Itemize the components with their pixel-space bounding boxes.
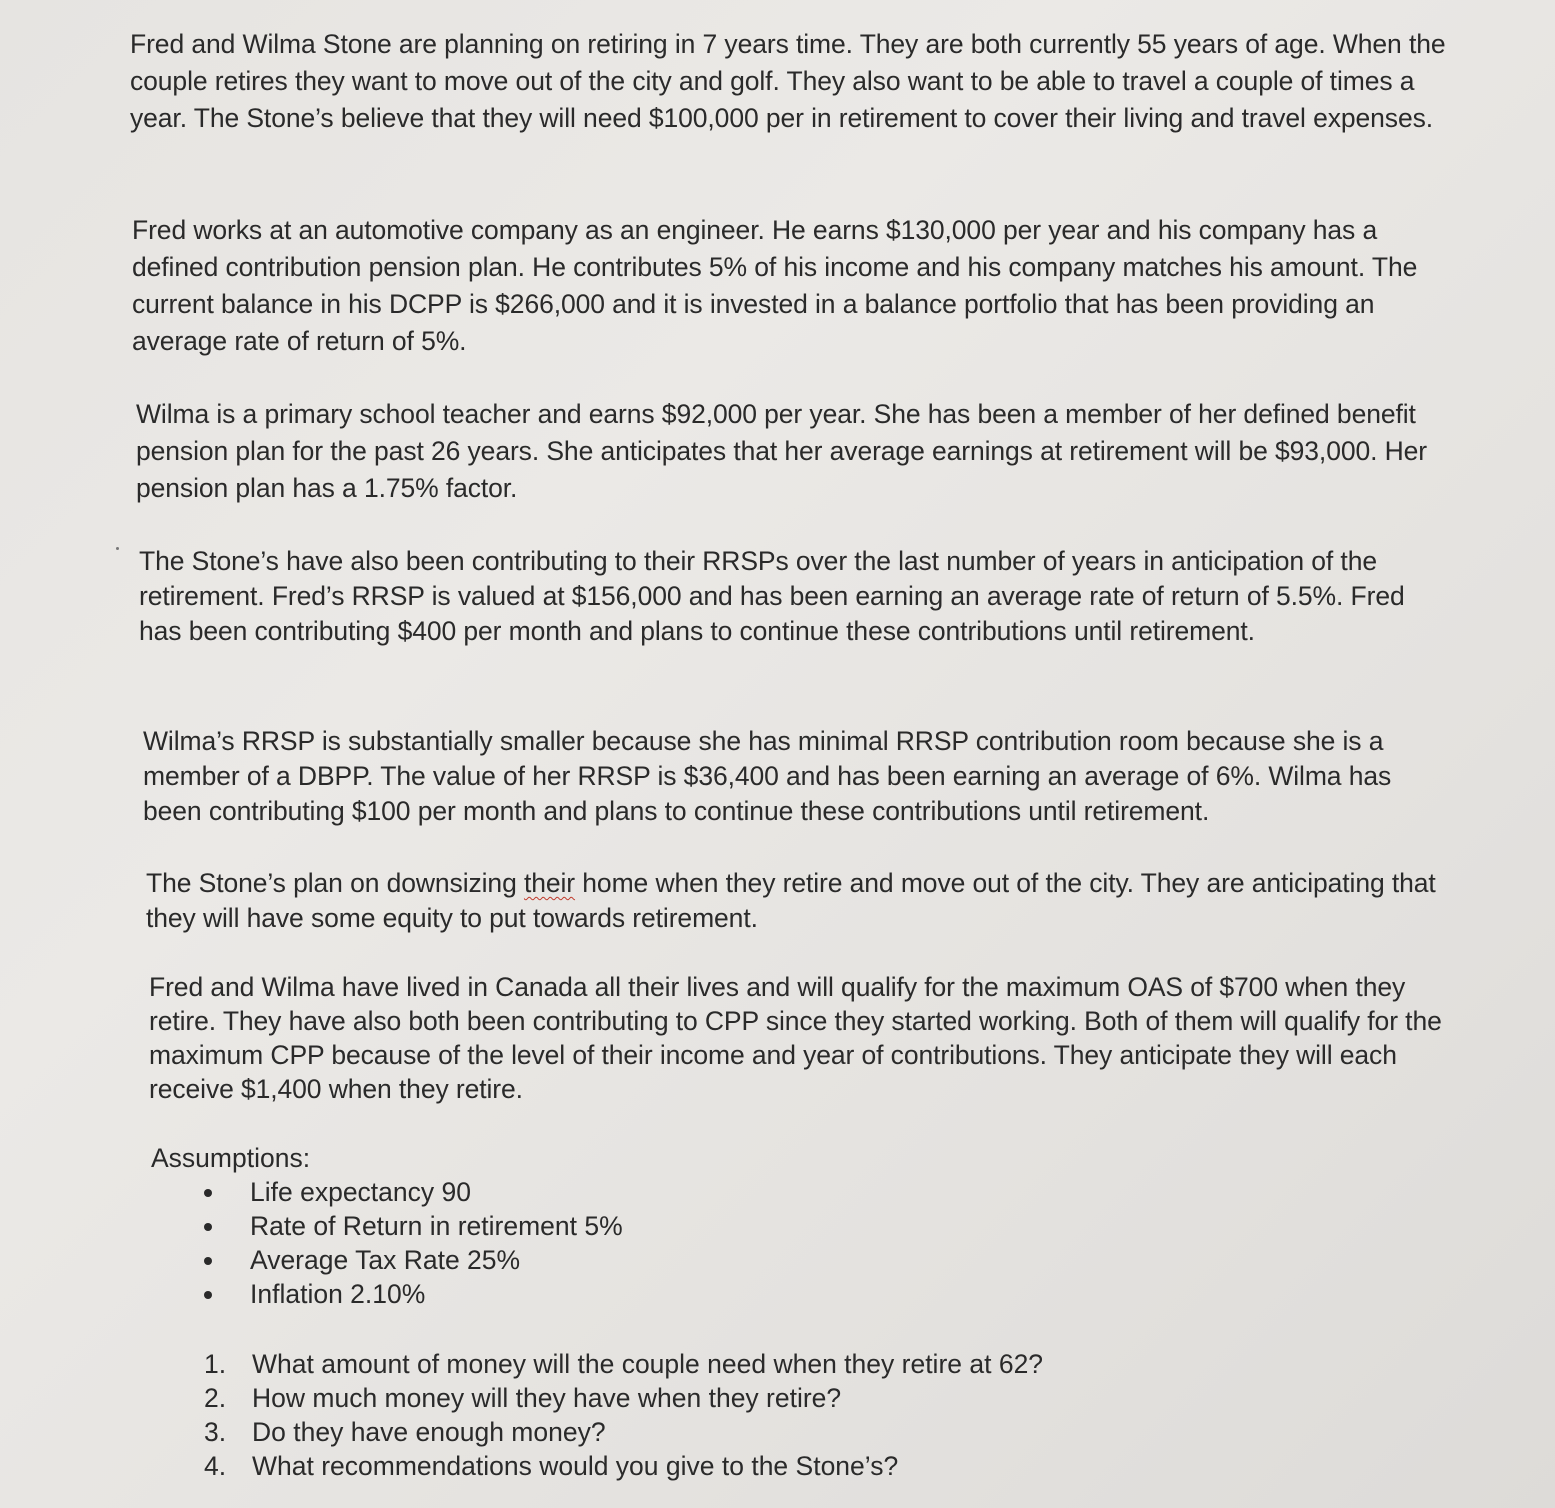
paragraph-oas-cpp: Fred and Wilma have lived in Canada all their lives and will qualify for the maximum OAS of $700 when they retire. They have also both been contributing to CPP since they started working. Both of them will qualify for the maximum CPP because of the level of their income and year of contributions. They anticipate they will each receive $1,400 when they retire.	[149, 972, 1442, 1104]
paragraph-wilma-dbpp: Wilma is a primary school teacher and earns $92,000 per year. She has been a member of her defined benefit pension plan for the past 26 years. She anticipates that her average earnings at retirement will be $93,000. Her pension plan has a 1.75% factor.	[136, 399, 1428, 503]
bullet-icon	[204, 1189, 212, 1197]
question-number: 2.	[204, 1383, 227, 1413]
paragraph-downsizing	[146, 866, 1446, 936]
assumption-text: Average Tax Rate 25%	[250, 1245, 521, 1275]
assumption-item	[200, 1209, 623, 1243]
spellcheck-flagged-word: their	[523, 868, 576, 898]
paragraph-fred-dcpp: Fred works at an automotive company as an engineer. He earns $130,000 per year and his company has a defined contribution pension plan. He contributes 5% of his income and his company matches his amount. The current balance in his DCPP is $266,000 and it is invested in a balance portfolio that has been providing an average rate of return of 5%.	[132, 215, 1418, 356]
paper-speck	[116, 547, 119, 550]
question-number: 4.	[204, 1451, 227, 1481]
question-text: What recommendations would you give to the Stone’s?	[252, 1451, 899, 1481]
question-number: 3.	[204, 1417, 227, 1447]
paragraph-downsizing-part1: The Stone’s plan on downsizing	[146, 868, 524, 898]
assumption-item	[200, 1243, 623, 1277]
question-text: What amount of money will the couple need when they retire at 62?	[252, 1349, 1044, 1379]
assumptions-list	[200, 1175, 623, 1311]
bullet-icon	[204, 1291, 212, 1299]
questions-list	[204, 1347, 1043, 1483]
paragraph-fred-rrsp: The Stone’s have also been contributing to their RRSPs over the last number of years in anticipation of the retirement. Fred’s RRSP is valued at $156,000 and has been earning an average rate of return of 5.5%. Fred has been contributing $400 per month and plans to continue these contributions until retirement.	[139, 546, 1405, 646]
question-text: Do they have enough money?	[252, 1417, 606, 1447]
bullet-icon	[204, 1223, 212, 1231]
question-item	[204, 1381, 1043, 1415]
assumptions-heading: Assumptions:	[151, 1143, 311, 1173]
question-text: How much money will they have when they retire?	[252, 1383, 842, 1413]
assumption-text: Inflation 2.10%	[250, 1279, 426, 1309]
paragraph-wilma-rrsp: Wilma’s RRSP is substantially smaller because she has minimal RRSP contribution room because she is a member of a DBPP. The value of her RRSP is $36,400 and has been earning an average of 6%. Wilma has been contributing $100 per month and plans to continue these contributions until retirement.	[143, 726, 1392, 826]
question-item	[204, 1415, 1043, 1449]
question-number: 1.	[204, 1349, 227, 1379]
paragraph-retirement-goals: Fred and Wilma Stone are planning on retiring in 7 years time. They are both currently 55 years of age. When the couple retires they want to move out of the city and golf. They also want to be able to travel a couple of times a year. The Stone’s believe that they will need $100,000 per in retirement to cover their living and travel expenses.	[130, 29, 1446, 133]
question-item	[204, 1449, 1043, 1483]
question-item	[204, 1347, 1043, 1381]
paragraph-downsizing-part2: home when they retire and move out of the city. They are anticipating that they will have some equity to put towards retirement.	[146, 868, 1436, 933]
assumption-text: Life expectancy 90	[250, 1177, 471, 1207]
assumption-text: Rate of Return in retirement 5%	[250, 1211, 623, 1241]
assumption-item	[200, 1277, 623, 1311]
bullet-icon	[204, 1257, 212, 1265]
assumption-item	[200, 1175, 623, 1209]
